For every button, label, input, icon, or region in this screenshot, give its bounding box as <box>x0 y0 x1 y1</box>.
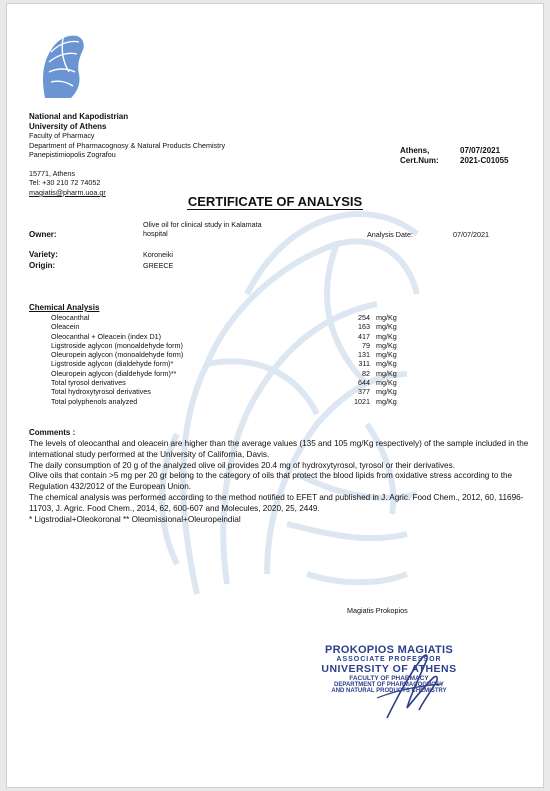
university-name-line2: University of Athens <box>29 121 107 131</box>
analysis-date: 07/07/2021 <box>453 230 489 239</box>
email-link[interactable]: magiatis@pharm.uoa.gr <box>29 187 106 197</box>
chem-name-cell: Oleuropein aglycon (monoaldehyde form) <box>51 350 184 360</box>
table-row <box>31 369 416 378</box>
chem-unit-cell: mg/Kg <box>376 340 397 350</box>
chem-name-cell: Oleocanthal <box>51 313 90 322</box>
chem-value-cell: 1021 <box>354 396 370 406</box>
chem-unit-cell: mg/Kg <box>376 350 397 360</box>
certificate-page <box>7 4 543 787</box>
chem-value-cell: 163 <box>358 322 370 332</box>
comment-paragraph: The chemical analysis was performed according to the method notified to EFET and published in J. Agric. Food Chem., 2012, 60, 11696-11703, J. Agric. Food Chem., 2014, 62, 600-607 and Molecules, 2020, 25, 2449. <box>29 492 524 513</box>
cert-num: 2021-C01055 <box>460 156 509 165</box>
table-row <box>31 378 416 387</box>
table-row <box>31 313 416 322</box>
comments-body <box>29 439 529 525</box>
department-name: Department of Pharmacognosy & Natural Products Chemistry <box>29 140 226 150</box>
chem-unit-cell: mg/Kg <box>376 396 397 406</box>
chem-unit-cell: mg/Kg <box>376 322 397 332</box>
owner-value-line2: hospital <box>143 229 168 238</box>
university-logo-icon <box>37 28 87 104</box>
origin-value: GREECE <box>143 261 174 270</box>
chem-name-cell: Oleacein <box>51 322 80 332</box>
chemical-analysis-table <box>31 313 416 406</box>
chem-value-cell: 131 <box>358 350 370 360</box>
chem-name-cell: Oleuropein aglycon (dialdehyde form)** <box>51 368 177 378</box>
comments-heading: Comments : <box>29 428 76 437</box>
comment-footnote: * Ligstrodial+Oleokoronal ** Oleomissional+Oleuropeindial <box>29 514 241 524</box>
analysis-date-label: Analysis Date: <box>367 230 413 239</box>
chem-unit-cell: mg/Kg <box>376 387 397 397</box>
chem-value-cell: 254 <box>358 313 370 322</box>
owner-label: Owner: <box>29 230 57 239</box>
address-line: Panepistimiopolis Zografou <box>29 150 116 160</box>
chem-value-cell: 311 <box>358 359 370 369</box>
owner-value-line1: Olive oil for clinical study in Kalamata <box>143 220 262 229</box>
stamp-department-line2: AND NATURAL PRODUCTS CHEMISTRY <box>331 688 447 694</box>
table-row <box>31 322 416 331</box>
stamp-name: PROKOPIOS MAGIATIS <box>324 644 454 656</box>
chem-name-cell: Ligstroside aglycon (dialdehyde form)* <box>51 359 174 369</box>
cert-num-label: Cert.Num: <box>400 156 439 165</box>
faculty-name: Faculty of Pharmacy <box>29 131 95 140</box>
handwritten-signature <box>367 638 457 728</box>
chem-unit-cell: mg/Kg <box>376 378 397 388</box>
variety-value: Koroneiki <box>143 250 173 259</box>
comment-paragraph: Olive oils that contain >5 mg per 20 gr belong to the category of oils that protect the blood lipids from oxidative stress according to the Regulation 432/2012 of the European Union. <box>29 471 513 492</box>
postal-line: 15771, Athens <box>29 168 75 178</box>
origin-label: Origin: <box>29 261 56 270</box>
owner-value <box>143 220 343 238</box>
comment-paragraph: The daily consumption of 20 g of the analyzed olive oil provides 20.4 mg of hydroxytyrosol, tyrosol or their derivatives. <box>29 460 455 470</box>
stamp-department-line1: DEPARTMENT OF PHARMACOGNOSY <box>334 682 444 688</box>
chem-unit-cell: mg/Kg <box>376 368 397 378</box>
institution-header <box>29 112 309 198</box>
certificate-meta <box>400 146 508 166</box>
chem-name-cell: Oleocanthal + Oleacein (index D1) <box>51 331 162 341</box>
issue-date: 07/07/2021 <box>460 146 501 155</box>
signer-name: Magiatis Prokopios <box>347 606 408 615</box>
table-row <box>31 359 416 368</box>
chem-unit-cell: mg/Kg <box>376 331 397 341</box>
comment-paragraph: The levels of oleocanthal and oleacein are higher than the average values (135 and 105 mg/Kg respectively) of the sample included in the international study performed at the University of California, Davis. <box>29 439 529 459</box>
stamp-faculty: FACULTY OF PHARMACY <box>349 675 429 682</box>
chem-name-cell: Total polyphenols analyzed <box>51 396 138 406</box>
page-title <box>7 194 543 209</box>
table-row <box>31 332 416 341</box>
stamp-university: UNIVERSITY OF ATHENS <box>321 663 457 675</box>
chem-unit-cell: mg/Kg <box>376 359 397 369</box>
table-row <box>31 341 416 350</box>
variety-label: Variety: <box>29 250 58 259</box>
page-title-text: CERTIFICATE OF ANALYSIS <box>187 194 363 209</box>
table-row <box>31 397 416 406</box>
table-row <box>31 350 416 359</box>
chem-value-cell: 82 <box>362 368 370 378</box>
chem-value-cell: 417 <box>358 331 370 341</box>
place-label: Athens, <box>400 146 430 155</box>
chem-value-cell: 377 <box>358 387 370 397</box>
chem-name-cell: Ligstroside aglycon (monoaldehyde form) <box>51 340 183 350</box>
telephone: Tel: +30 210 72 74052 <box>29 178 101 188</box>
table-row <box>31 387 416 396</box>
chem-value-cell: 644 <box>358 378 370 388</box>
chemical-analysis-heading: Chemical Analysis <box>29 303 100 312</box>
chem-name-cell: Total tyrosol derivatives <box>51 378 126 388</box>
chem-unit-cell: mg/Kg <box>376 313 397 322</box>
chem-name-cell: Total hydroxytyrosol derivatives <box>51 387 151 397</box>
university-name-line1: National and Kapodistrian <box>29 112 129 121</box>
stamp-title: ASSOCIATE PROFESSOR <box>336 656 442 663</box>
chem-value-cell: 79 <box>362 340 370 350</box>
